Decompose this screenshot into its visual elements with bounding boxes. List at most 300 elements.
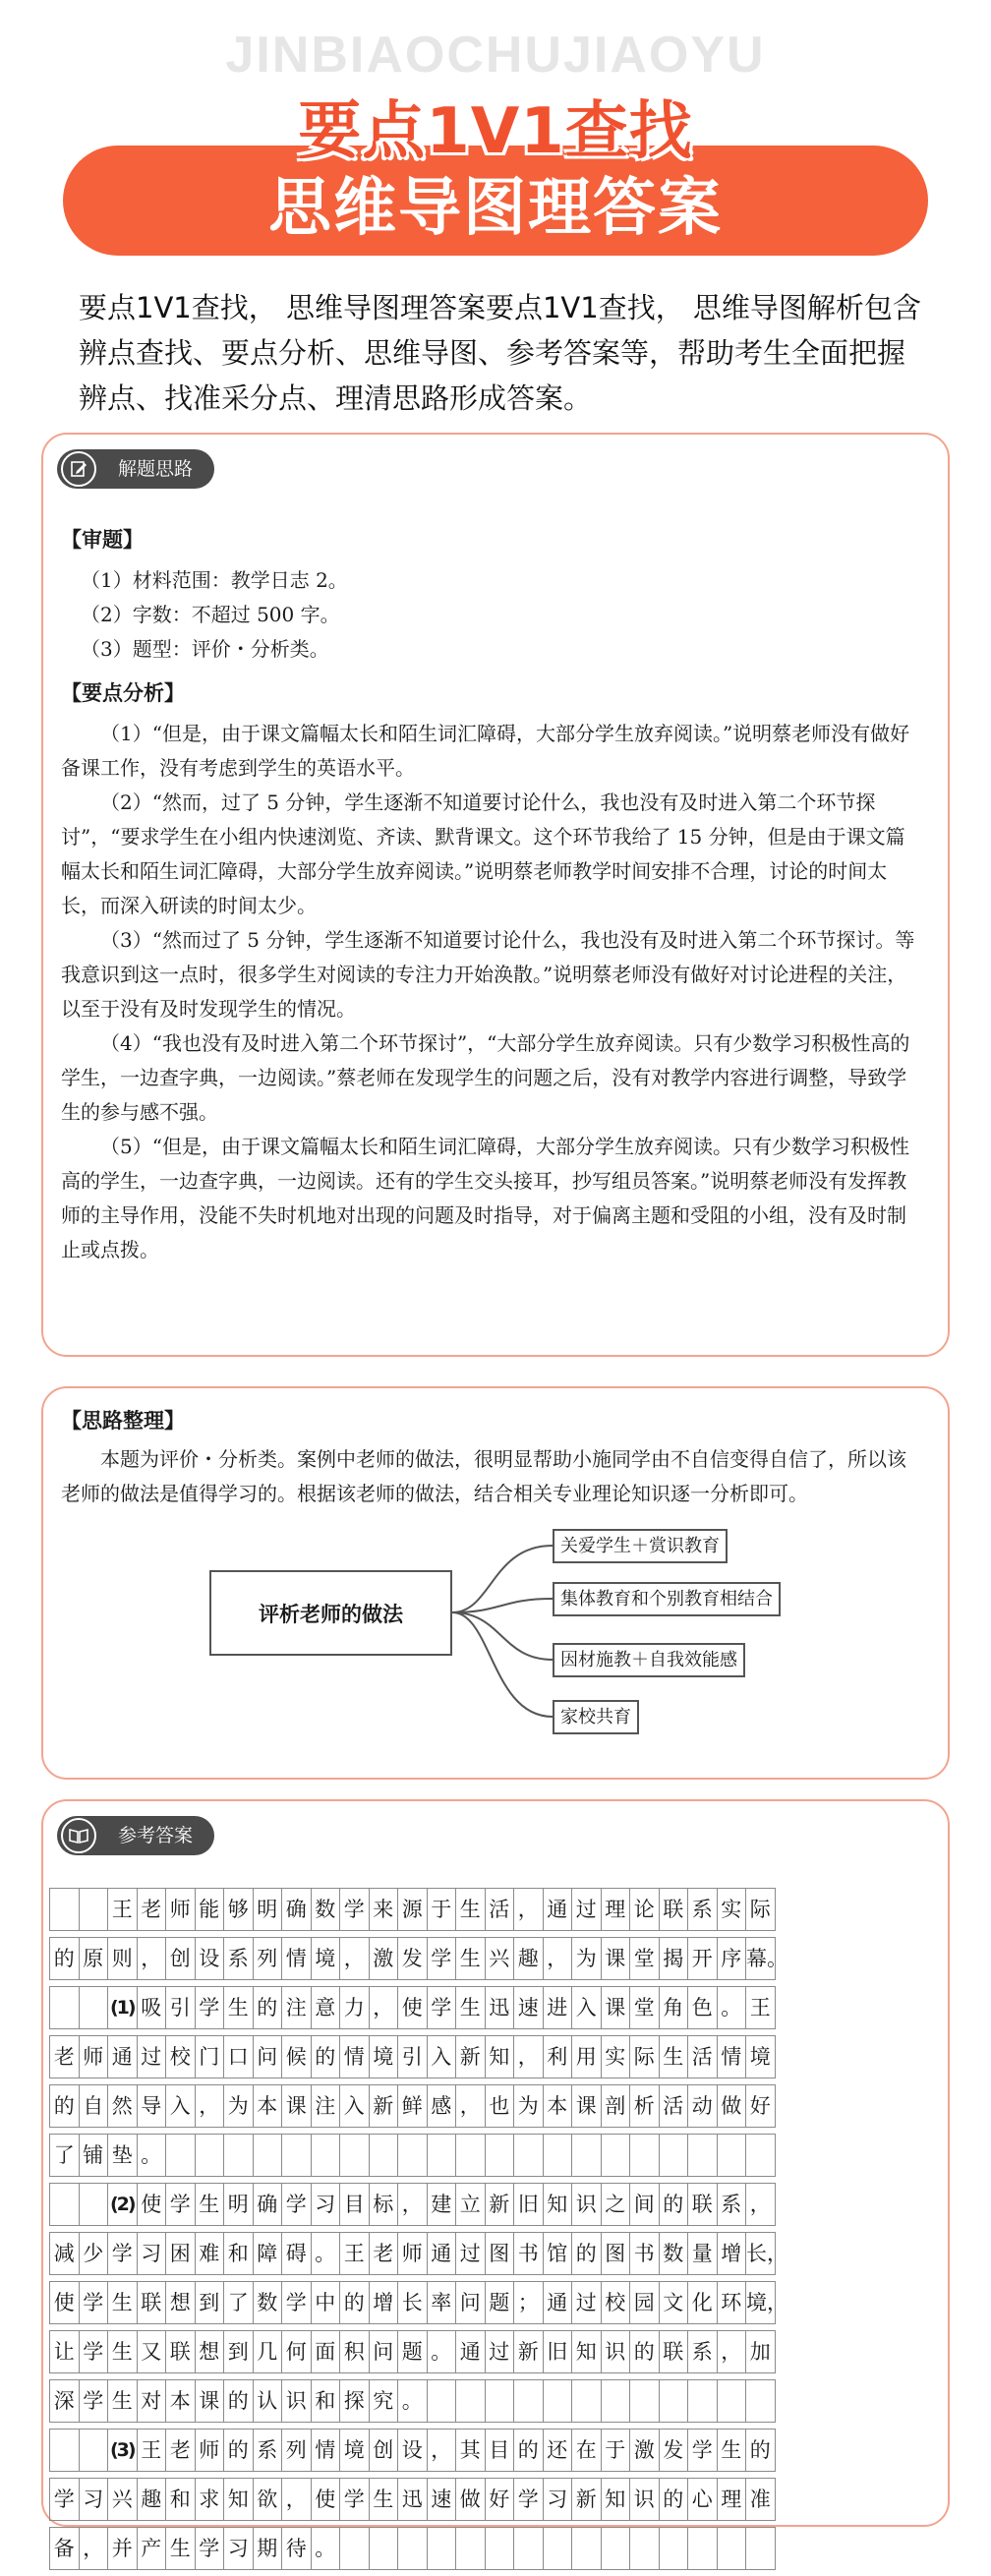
answer-grid-cell — [543, 2134, 573, 2177]
answer-grid — [49, 1888, 949, 2576]
answer-grid-cell: 到 — [223, 2330, 254, 2373]
open-book-icon — [61, 1818, 96, 1853]
answer-grid-cell: 情 — [717, 2035, 747, 2078]
answer-grid-cell: 老 — [137, 1888, 167, 1931]
answer-grid-cell: 为 — [223, 2084, 254, 2128]
answer-grid-cell: 通 — [543, 2281, 573, 2324]
answer-grid-cell: 问 — [455, 2281, 486, 2324]
answer-grid-cell — [629, 2134, 660, 2177]
answer-grid-cell: 的 — [629, 2330, 660, 2373]
answer-grid-cell: 识 — [601, 2330, 631, 2373]
answer-grid-cell: 生 — [107, 2379, 138, 2423]
answer-grid-cell — [49, 2429, 80, 2472]
answer-grid-cell — [659, 2379, 689, 2423]
answer-grid-cell: 揭 — [659, 1937, 689, 1980]
mindmap-text: 本题为评价・分析类。案例中老师的做法，很明显帮助小施同学由不自信变得自信了，所以该老师的做法是值得学习的。根据该老师的做法，结合相关专业理论知识逐一分析即可。 — [61, 1447, 906, 1505]
answer-grid-cell: 系 — [253, 2429, 283, 2472]
answer-grid-cell: 活 — [687, 2035, 718, 2078]
answer-grid-row — [49, 2134, 949, 2177]
title-line-2: 思维导图理答案 — [268, 172, 723, 245]
answer-grid-row — [49, 2330, 949, 2373]
answer-grid-cell: 习 — [137, 2232, 167, 2275]
answer-grid-cell — [79, 1888, 109, 1931]
answer-grid-cell: 过 — [571, 1888, 602, 1931]
intro-paragraph: 要点1V1查找， 思维导图理答案要点1V1查找， 思维导图解析包含辨点查找、要点分析、思维导图、参考答案等，帮助考生全面把握辨点、找准采分点、理清思路形成答案。 — [79, 291, 921, 415]
answer-grid-cell: 少 — [79, 2232, 109, 2275]
answer-grid-cell — [397, 2527, 428, 2570]
answer-grid-cell: 知 — [543, 2183, 573, 2226]
answer-grid-cell: 习 — [79, 2478, 109, 2521]
answer-grid-cell: 学 — [49, 2478, 80, 2521]
answer-grid-cell: 幕。 — [745, 1937, 776, 1980]
answer-grid-cell: 意 — [311, 1986, 341, 2029]
answer-grid-cell: 好 — [485, 2478, 515, 2521]
answer-grid-cell: 减 — [49, 2232, 80, 2275]
answer-grid-cell — [513, 2134, 544, 2177]
answer-grid-cell: 吸 — [137, 1986, 167, 2029]
answer-grid-cell — [601, 2134, 631, 2177]
answer-grid-cell — [485, 2379, 515, 2423]
answer-grid-cell: 之 — [601, 2183, 631, 2226]
answer-grid-cell: 产 — [137, 2527, 167, 2570]
answer-grid-cell: 生 — [659, 2035, 689, 2078]
answer-grid-cell: 师 — [165, 1888, 196, 1931]
answer-grid-cell: 老 — [165, 2429, 196, 2472]
answer-grid-cell: 析 — [629, 2084, 660, 2128]
answer-grid-cell: 引 — [165, 1986, 196, 2029]
answer-grid-cell — [629, 2379, 660, 2423]
answer-grid-cell — [49, 1888, 80, 1931]
answer-grid-row — [49, 2281, 949, 2324]
answer-grid-cell — [571, 2379, 602, 2423]
answer-grid-cell: 探 — [339, 2379, 370, 2423]
answer-grid-cell — [659, 2527, 689, 2570]
answer-grid-cell — [513, 2379, 544, 2423]
answer-grid-cell: 园 — [629, 2281, 660, 2324]
answer-grid-cell: 联 — [659, 1888, 689, 1931]
answer-grid-cell: 积 — [339, 2330, 370, 2373]
answer-grid-cell: 使 — [397, 1986, 428, 2029]
answer-grid-cell: 力 — [339, 1986, 370, 2029]
answer-grid-cell: 于 — [427, 1888, 457, 1931]
answer-grid-cell — [629, 2527, 660, 2570]
answer-grid-cell: 的 — [311, 2035, 341, 2078]
answer-grid-cell: 标 — [369, 2183, 399, 2226]
answer-grid-cell: (3) — [107, 2429, 138, 2472]
answer-grid-cell: 确 — [281, 1888, 312, 1931]
answer-grid-cell: 明 — [223, 2183, 254, 2226]
answer-grid-cell: 兴 — [107, 2478, 138, 2521]
answer-grid-cell: 过 — [485, 2330, 515, 2373]
answer-grid-cell: 学 — [195, 1986, 225, 2029]
answer-grid-cell: 入 — [339, 2084, 370, 2128]
answer-grid-cell: 。 — [717, 1986, 747, 2029]
answer-grid-cell: 长 — [397, 2281, 428, 2324]
answer-grid-cell: 学 — [79, 2330, 109, 2373]
answer-grid-cell: 面 — [311, 2330, 341, 2373]
answer-grid-cell: 的 — [223, 2379, 254, 2423]
answer-grid-cell: 和 — [223, 2232, 254, 2275]
answer-grid-cell: 通 — [543, 1888, 573, 1931]
answer-grid-cell — [745, 2527, 776, 2570]
title-line-1: 要点1V1查找 — [298, 95, 693, 168]
answer-grid-cell: 本 — [165, 2379, 196, 2423]
answer-grid-cell — [717, 2527, 747, 2570]
answer-grid-row — [49, 1937, 949, 1980]
answer-grid-cell: 课 — [281, 2084, 312, 2128]
answer-grid-cell: 候 — [281, 2035, 312, 2078]
answer-grid-cell: 趣 — [137, 2478, 167, 2521]
review-item: （1）材料范围：教学日志 2。 — [81, 568, 348, 592]
answer-grid-cell: 理 — [717, 2478, 747, 2521]
answer-grid-row — [49, 1888, 949, 1931]
answer-grid-cell: 堂 — [629, 1986, 660, 2029]
answer-grid-cell: 数 — [311, 1888, 341, 1931]
answer-grid-cell: 和 — [311, 2379, 341, 2423]
answer-grid-cell: 设 — [195, 1937, 225, 1980]
answer-grid-cell: 校 — [165, 2035, 196, 2078]
answer-grid-cell: 校 — [601, 2281, 631, 2324]
answer-grid-cell: 理 — [601, 1888, 631, 1931]
answer-grid-cell: 际 — [745, 1888, 776, 1931]
answer-grid-cell: ， — [513, 2035, 544, 2078]
answer-grid-cell: 发 — [659, 2429, 689, 2472]
answer-grid-cell: 学 — [427, 1937, 457, 1980]
answer-grid-cell: 用 — [571, 2035, 602, 2078]
answer-grid-cell — [49, 1986, 80, 2029]
answer-grid-cell: 师 — [195, 2429, 225, 2472]
answer-grid-cell — [311, 2134, 341, 2177]
answer-grid-cell: ， — [455, 2084, 486, 2128]
point-paragraph: （1）“但是，由于课文篇幅太长和陌生词汇障碍，大部分学生放弃阅读。”说明蔡老师没有做好备课工作，没有考虑到学生的英语水平。 — [61, 722, 910, 780]
answer-grid-cell: 速 — [513, 1986, 544, 2029]
answer-grid-cell: 趣 — [513, 1937, 544, 1980]
answer-grid-cell: 过 — [455, 2232, 486, 2275]
answer-grid-cell: 的 — [659, 2478, 689, 2521]
answer-grid-cell: 课 — [571, 2084, 602, 2128]
answer-grid-cell — [543, 2379, 573, 2423]
answer-grid-cell: ， — [427, 2429, 457, 2472]
mindmap-branch: 因材施教＋自我效能感 — [553, 1643, 745, 1677]
answer-grid-cell: 导 — [137, 2084, 167, 2128]
point-paragraph: （3）“然而过了 5 分钟，学生逐渐不知道要讨论什么，我也没有及时进入第二个环节探讨。等我意识到这一点时，很多学生对阅读的专注力开始涣散。”说明蔡老师没有做好对讨论进程的关注，以至于没有及时发现学生的情况。 — [61, 928, 915, 1021]
answer-grid-cell: 能 — [195, 1888, 225, 1931]
mindmap-branch: 集体教育和个别教育相结合 — [553, 1582, 781, 1616]
answer-grid-cell: 生 — [455, 1937, 486, 1980]
answer-grid-cell: 课 — [601, 1937, 631, 1980]
answer-grid-cell: 际 — [629, 2035, 660, 2078]
answer-grid-cell: 境 — [311, 1937, 341, 1980]
answer-grid-cell: 使 — [137, 2183, 167, 2226]
review-item: （3）题型：评价・分析类。 — [81, 637, 329, 661]
answer-grid-cell: 待 — [281, 2527, 312, 2570]
answer-grid-cell: ； — [513, 2281, 544, 2324]
answer-grid-cell: 心 — [687, 2478, 718, 2521]
answer-grid-cell: 原 — [79, 1937, 109, 1980]
answer-grid-cell: 做 — [455, 2478, 486, 2521]
answer-grid-cell: 够 — [223, 1888, 254, 1931]
answer-grid-cell: 王 — [745, 1986, 776, 2029]
answer-grid-cell — [369, 2134, 399, 2177]
answer-grid-cell: 到 — [195, 2281, 225, 2324]
answer-grid-cell — [571, 2527, 602, 2570]
answer-grid-cell: ， — [281, 2478, 312, 2521]
answer-grid-cell: 期 — [253, 2527, 283, 2570]
mindmap-root: 评析老师的做法 — [209, 1570, 452, 1656]
answer-grid-cell: 中 — [311, 2281, 341, 2324]
answer-grid-cell: 堂 — [629, 1937, 660, 1980]
answer-grid-cell: 系 — [687, 1888, 718, 1931]
answer-grid-cell: 学 — [79, 2281, 109, 2324]
answer-grid-cell: 过 — [137, 2035, 167, 2078]
answer-grid-cell: 情 — [311, 2429, 341, 2472]
answer-grid-cell — [717, 2134, 747, 2177]
answer-grid-cell: 长， — [745, 2232, 776, 2275]
answer-grid-cell: 碍 — [281, 2232, 312, 2275]
answer-grid-cell: 实 — [717, 1888, 747, 1931]
answer-grid-cell: ， — [369, 1986, 399, 2029]
answer-grid-cell: 迅 — [397, 2478, 428, 2521]
answer-grid-cell: 题 — [485, 2281, 515, 2324]
answer-grid-cell: 障 — [253, 2232, 283, 2275]
answer-grid-cell: 角 — [659, 1986, 689, 2029]
point-paragraph: （2）“然而，过了 5 分钟，学生逐渐不知道要讨论什么，我也没有及时进入第二个环节探讨”，“要求学生在小组内快速浏览、齐读、默背课文。这个环节我给了 15 分钟，但是由于课文篇幅太长和陌生词汇障碍，大部分学生放弃阅读。”说明蔡老师教学时间安排不合理，讨论的时间太长，而深入研读的时间太少。 — [61, 790, 905, 917]
answer-tag-label: 参考答案 — [118, 1825, 194, 1846]
answer-grid-cell: 则 — [107, 1937, 138, 1980]
point-paragraph: （5）“但是，由于课文篇幅太长和陌生词汇障碍，大部分学生放弃阅读。只有少数学习积极性高的学生，一边查字典，一边阅读。还有的学生交头接耳，抄写组员答案。”说明蔡老师没有发挥教师的主导作用，没能不失时机地对出现的问题及时指导，对于偏离主题和受阻的小组，没有及时制止或点拨。 — [61, 1135, 909, 1261]
answer-grid-cell: 识 — [571, 2183, 602, 2226]
answer-grid-cell: 源 — [397, 1888, 428, 1931]
answer-grid-cell: 注 — [281, 1986, 312, 2029]
point-paragraph: （4）“我也没有及时进入第二个环节探讨”，“大部分学生放弃阅读。只有少数学习积极性高的学生，一边查字典，一边阅读。”蔡老师在发现学生的问题之后，没有对教学内容进行调整，导致学生的参与感不强。 — [61, 1031, 910, 1124]
answer-grid-cell: 新 — [369, 2084, 399, 2128]
answer-grid-cell — [687, 2379, 718, 2423]
answer-grid-cell: 学 — [195, 2527, 225, 2570]
answer-grid-cell: 识 — [281, 2379, 312, 2423]
answer-grid-cell: 书 — [629, 2232, 660, 2275]
answer-grid-cell: 求 — [195, 2478, 225, 2521]
answer-grid-cell: 的 — [745, 2429, 776, 2472]
answer-grid-cell: 难 — [195, 2232, 225, 2275]
answer-grid-cell: 确 — [253, 2183, 283, 2226]
answer-grid-cell: 学 — [107, 2232, 138, 2275]
answer-grid-cell: ， — [137, 1937, 167, 1980]
answer-grid-cell: 于 — [601, 2429, 631, 2472]
answer-grid-cell: 色 — [687, 1986, 718, 2029]
answer-grid-cell: 题 — [397, 2330, 428, 2373]
answer-grid-cell: 情 — [281, 1937, 312, 1980]
answer-grid-cell — [485, 2527, 515, 2570]
answer-grid-cell: 的 — [223, 2429, 254, 2472]
answer-grid-cell: 激 — [629, 2429, 660, 2472]
answer-grid-cell: 了 — [49, 2134, 80, 2177]
answer-grid-cell: 口 — [223, 2035, 254, 2078]
answer-grid-cell: 生 — [195, 2183, 225, 2226]
answer-grid-row — [49, 2429, 949, 2472]
answer-grid-cell: 进 — [543, 1986, 573, 2029]
answer-grid-cell: ， — [513, 1888, 544, 1931]
answer-grid-cell: 习 — [223, 2527, 254, 2570]
answer-grid-cell: 欲 — [253, 2478, 283, 2521]
answer-grid-cell: 想 — [165, 2281, 196, 2324]
answer-grid-cell: 联 — [165, 2330, 196, 2373]
answer-grid-cell: 知 — [571, 2330, 602, 2373]
answer-grid-cell: 师 — [397, 2232, 428, 2275]
answer-grid-cell — [79, 2183, 109, 2226]
answer-grid-cell: 和 — [165, 2478, 196, 2521]
answer-grid-cell: 好 — [745, 2084, 776, 2128]
answer-grid-cell: 困 — [165, 2232, 196, 2275]
answer-grid-cell: 老 — [369, 2232, 399, 2275]
answer-grid-cell: 活 — [485, 1888, 515, 1931]
answer-grid-cell: ， — [195, 2084, 225, 2128]
answer-grid-cell: 活 — [659, 2084, 689, 2128]
answer-grid-cell: 图 — [601, 2232, 631, 2275]
answer-grid-cell: 。 — [311, 2232, 341, 2275]
answer-grid-cell: 创 — [369, 2429, 399, 2472]
answer-grid-cell: (1) — [107, 1986, 138, 2029]
answer-grid-cell — [485, 2134, 515, 2177]
answer-grid-row — [49, 2183, 949, 2226]
answer-grid-cell: 旧 — [513, 2183, 544, 2226]
answer-grid-cell: 何 — [281, 2330, 312, 2373]
answer-grid-cell: 新 — [485, 2183, 515, 2226]
answer-grid-cell: 书 — [513, 2232, 544, 2275]
answer-grid-cell: 本 — [253, 2084, 283, 2128]
answer-grid-cell: 知 — [601, 2478, 631, 2521]
answer-grid-cell: 通 — [427, 2232, 457, 2275]
answer-grid-cell — [339, 2134, 370, 2177]
answer-grid-cell: 入 — [427, 2035, 457, 2078]
answer-grid-cell: 并 — [107, 2527, 138, 2570]
answer-grid-cell — [543, 2527, 573, 2570]
answer-grid-cell: 增 — [717, 2232, 747, 2275]
answer-grid-cell: 情 — [339, 2035, 370, 2078]
answer-grid-cell: 的 — [571, 2232, 602, 2275]
answer-grid-cell — [427, 2527, 457, 2570]
answer-grid-cell: 目 — [339, 2183, 370, 2226]
answer-grid-cell: 感 — [427, 2084, 457, 2128]
answer-grid-cell: 论 — [629, 1888, 660, 1931]
answer-grid-cell — [601, 2379, 631, 2423]
answer-grid-cell: 几 — [253, 2330, 283, 2373]
answer-grid-cell: 学 — [427, 1986, 457, 2029]
answer-grid-cell: 王 — [339, 2232, 370, 2275]
mindmap-heading: 【思路整理】 — [61, 1409, 185, 1433]
answer-grid-cell: 序 — [717, 1937, 747, 1980]
answer-grid-cell: 馆 — [543, 2232, 573, 2275]
answer-grid-cell — [281, 2134, 312, 2177]
answer-grid-cell — [687, 2527, 718, 2570]
answer-grid-cell: 生 — [369, 2478, 399, 2521]
answer-grid-cell: 知 — [223, 2478, 254, 2521]
answer-grid-cell: 新 — [513, 2330, 544, 2373]
mindmap-branch: 家校共育 — [553, 1700, 639, 1734]
answer-grid-cell — [601, 2527, 631, 2570]
answer-grid-cell: 实 — [601, 2035, 631, 2078]
answer-grid-cell: 的 — [659, 2183, 689, 2226]
answer-grid-cell: 开 — [687, 1937, 718, 1980]
answer-grid-cell: 数 — [253, 2281, 283, 2324]
answer-grid-cell: 系 — [687, 2330, 718, 2373]
answer-tag — [57, 1816, 214, 1855]
answer-grid-cell: 过 — [571, 2281, 602, 2324]
answer-grid-cell: 了 — [223, 2281, 254, 2324]
answer-grid-cell: 师 — [79, 2035, 109, 2078]
answer-grid-cell: 生 — [165, 2527, 196, 2570]
answer-grid-cell: 使 — [49, 2281, 80, 2324]
answer-grid-cell: 系 — [717, 2183, 747, 2226]
points-heading: 【要点分析】 — [61, 681, 185, 705]
answer-grid-cell: 立 — [455, 2183, 486, 2226]
answer-grid-cell — [427, 2134, 457, 2177]
answer-grid-cell — [745, 2134, 776, 2177]
answer-grid-cell: 学 — [165, 2183, 196, 2226]
answer-grid-cell: 的 — [339, 2281, 370, 2324]
answer-grid-cell: 的 — [513, 2429, 544, 2472]
answer-grid-cell: 利 — [543, 2035, 573, 2078]
answer-grid-cell: 本 — [543, 2084, 573, 2128]
answer-grid-cell: 。 — [311, 2527, 341, 2570]
answer-grid-cell: 做 — [717, 2084, 747, 2128]
answer-grid-cell: 想 — [195, 2330, 225, 2373]
answer-grid-cell: 生 — [455, 1888, 486, 1931]
answer-grid-cell: 课 — [601, 1986, 631, 2029]
answer-grid-cell: 入 — [571, 1986, 602, 2029]
answer-grid-cell: 数 — [659, 2232, 689, 2275]
answer-grid-cell — [717, 2379, 747, 2423]
answer-grid-cell: 知 — [485, 2035, 515, 2078]
answer-grid-cell — [455, 2527, 486, 2570]
answer-grid-cell: 垫 — [107, 2134, 138, 2177]
answer-grid-cell: 激 — [369, 1937, 399, 1980]
mindmap-branch: 关爱学生＋赏识教育 — [553, 1529, 728, 1563]
answer-grid-cell: 。 — [137, 2134, 167, 2177]
watermark-text: JINBIAOCHUJIAOYU — [225, 27, 766, 84]
answer-grid-cell: 通 — [455, 2330, 486, 2373]
answer-grid-cell: ， — [79, 2527, 109, 2570]
answer-grid-cell: 境 — [369, 2035, 399, 2078]
answer-grid-cell: 。 — [427, 2330, 457, 2373]
answer-grid-cell: 明 — [253, 1888, 283, 1931]
answer-grid-cell: ， — [543, 1937, 573, 1980]
answer-grid-cell: 列 — [281, 2429, 312, 2472]
answer-grid-cell: 为 — [513, 2084, 544, 2128]
answer-grid-cell — [455, 2134, 486, 2177]
review-heading: 【审题】 — [61, 528, 144, 552]
answer-grid-cell — [79, 2429, 109, 2472]
answer-grid-cell: 老 — [49, 2035, 80, 2078]
answer-grid-cell: 的 — [49, 1937, 80, 1980]
answer-grid-cell — [745, 2379, 776, 2423]
answer-grid-cell — [195, 2134, 225, 2177]
answer-grid-cell: 的 — [253, 1986, 283, 2029]
answer-grid-cell: ， — [745, 2183, 776, 2226]
answer-grid-cell: 注 — [311, 2084, 341, 2128]
answer-grid-row — [49, 2379, 949, 2423]
answer-grid-cell: 联 — [687, 2183, 718, 2226]
answer-grid-cell — [687, 2134, 718, 2177]
answer-grid-cell: 增 — [369, 2281, 399, 2324]
answer-grid-cell: 在 — [571, 2429, 602, 2472]
answer-grid-cell — [397, 2134, 428, 2177]
answer-grid-cell: 识 — [629, 2478, 660, 2521]
answer-grid-cell: 量 — [687, 2232, 718, 2275]
answer-grid-cell: 联 — [137, 2281, 167, 2324]
answer-grid-cell: 境 — [339, 2429, 370, 2472]
answer-grid-cell: 然 — [107, 2084, 138, 2128]
answer-grid-cell: 深 — [49, 2379, 80, 2423]
